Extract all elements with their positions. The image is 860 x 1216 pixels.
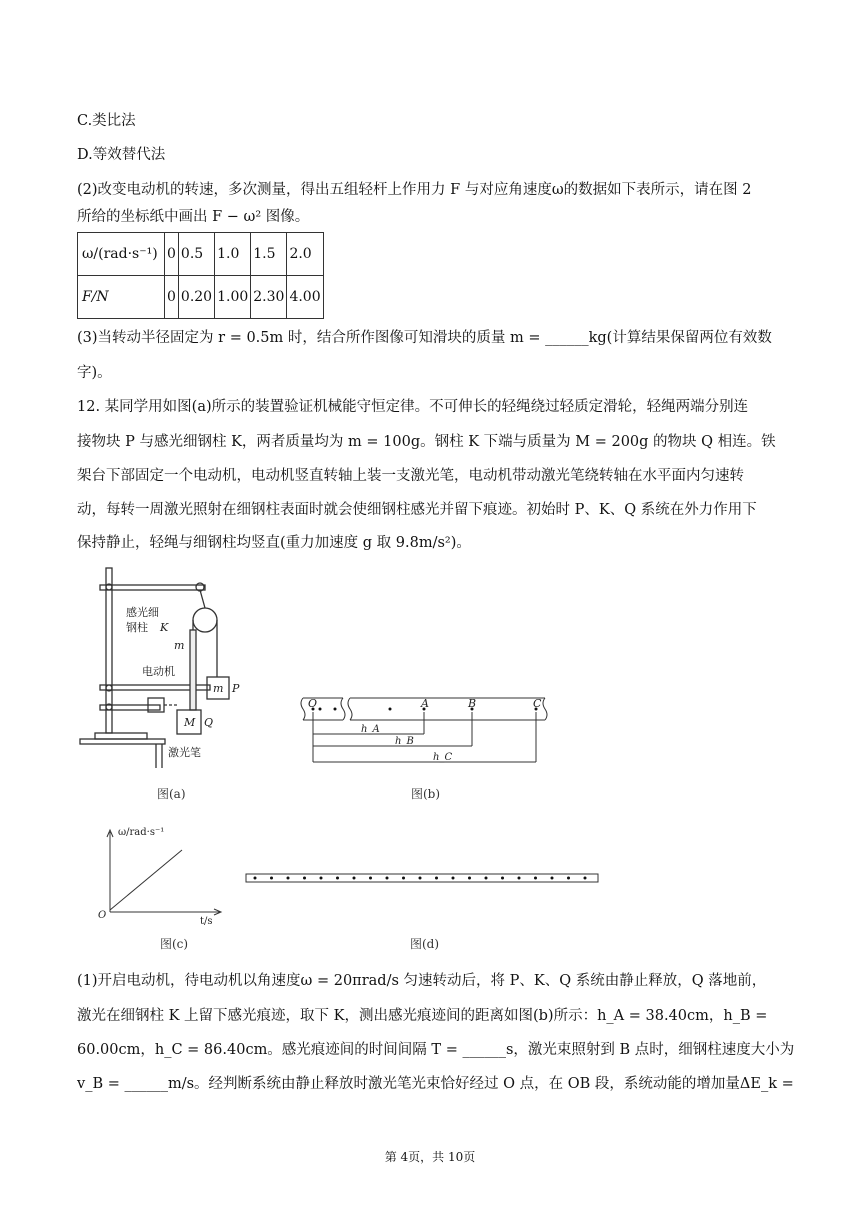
trace-dot — [485, 877, 488, 880]
origin-label: O — [98, 910, 107, 921]
table-cell: 1.0 — [215, 233, 251, 276]
figure-a-label: Q — [204, 716, 214, 729]
table-cell: F/N — [78, 276, 165, 319]
question-12-line-3: 架台下部固定一个电动机，电动机竖直转轴上装一支激光笔，电动机带动激光笔绕转轴在水平面内匀速转 — [77, 468, 744, 484]
trace-dot — [452, 877, 455, 880]
question-part-2: (2)改变电动机的转速，多次测量，得出五组轻杆上作用力 F 与对应角速度ω的数据如下表所示，请在图 2 — [77, 182, 752, 198]
dimension-label: h_C — [433, 752, 453, 763]
figure-a-label: 感光细 — [126, 606, 159, 619]
figure-a-label: K — [160, 621, 169, 634]
table-cell: 2.0 — [287, 233, 323, 276]
point-label: B — [468, 697, 477, 710]
point-label: C — [533, 697, 542, 710]
table-cell: 2.30 — [251, 276, 287, 319]
table-cell: 0 — [165, 233, 179, 276]
trace-dot — [534, 877, 537, 880]
question-12-line-1: 12. 某同学用如图(a)所示的装置验证机械能守恒定律。不可伸长的轻绳绕过轻质定滑轮，轻绳两端分别连 — [77, 399, 749, 415]
table-cell: ω/(rad·s⁻¹) — [78, 233, 165, 276]
trace-dot — [468, 877, 471, 880]
table-cell: 0 — [165, 276, 179, 319]
figure-c-graph — [90, 822, 240, 927]
figure-a-label: 电动机 — [142, 665, 175, 678]
figure-b-caption: 图(b) — [411, 787, 441, 801]
table-cell: 1.5 — [251, 233, 287, 276]
subquestion-1-line-1: (1)开启电动机，待电动机以角速度ω = 20πrad/s 匀速转动后，将 P、K、Q 系统由静止释放，Q 落地前， — [77, 973, 767, 989]
figure-a-label: m — [213, 682, 224, 695]
trace-dot — [386, 877, 389, 880]
table-cell: 0.5 — [178, 233, 214, 276]
figure-a-label: 钢柱 — [126, 621, 148, 634]
figure-a-label: M — [184, 716, 196, 729]
question-12-line-4: 动，每转一周激光照射在细钢柱表面时就会使细钢柱感光并留下痕迹。初始时 P、K、Q 系统在外力作用下 — [77, 502, 757, 518]
question-12-line-5: 保持静止，轻绳与细钢柱均竖直(重力加速度 g 取 9.8m/s²)。 — [77, 535, 471, 551]
subquestion-1-line-3: 60.00cm，h_C = 86.40cm。感光痕迹间的时间间隔 T = ______s，激光束照射到 B 点时，细钢柱速度大小为 — [77, 1042, 795, 1058]
table-cell: 1.00 — [215, 276, 251, 319]
trace-dot — [518, 877, 521, 880]
table-cell: 0.20 — [178, 276, 214, 319]
figure-a-apparatus — [70, 560, 270, 780]
trace-dot — [287, 877, 290, 880]
x-axis-label: t/s — [200, 916, 213, 927]
trace-dot — [353, 877, 356, 880]
subquestion-1-line-2: 激光在细钢柱 K 上留下感光痕迹，取下 K，测出感光痕迹间的距离如图(b)所示：h_A = 38.40cm，h_B = — [77, 1008, 768, 1024]
trace-dot — [419, 877, 422, 880]
trace-dot — [254, 877, 257, 880]
question-part-3: (3)当转动半径固定为 r = 0.5m 时，结合所作图像可知滑块的质量 m = ______kg(计算结果保留两位有效数 — [77, 330, 772, 346]
table-row — [78, 276, 324, 319]
trace-dot — [320, 877, 323, 880]
point-label: O — [308, 697, 318, 710]
option-d: D.等效替代法 — [77, 147, 166, 163]
page-footer: 第 4页，共 10页 — [384, 1150, 476, 1164]
option-c: C.类比法 — [77, 113, 136, 129]
figure-a-label: P — [232, 682, 240, 695]
figure-d-rod — [245, 870, 605, 886]
figure-a-label: m — [174, 639, 185, 652]
table-row — [78, 233, 324, 276]
dimension-label: h_B — [395, 736, 414, 747]
dimension-label: h_A — [361, 724, 380, 735]
trace-dot — [551, 877, 554, 880]
data-table — [77, 232, 324, 319]
trace-dot — [402, 877, 405, 880]
trace-dot — [435, 877, 438, 880]
trace-dot — [336, 877, 339, 880]
trace-dot — [584, 877, 587, 880]
trace-dot — [303, 877, 306, 880]
figure-c-caption: 图(c) — [160, 937, 189, 951]
trace-dot — [567, 877, 570, 880]
figure-a-caption: 图(a) — [157, 787, 186, 801]
question-part-2-cont: 所给的坐标纸中画出 F − ω² 图像。 — [77, 209, 310, 225]
y-axis-label: ω/rad·s⁻¹ — [118, 827, 165, 838]
point-label: A — [421, 697, 429, 710]
question-12-line-2: 接物块 P 与感光细钢柱 K，两者质量均为 m = 100g。钢柱 K 下端与质量为 M = 200g 的物块 Q 相连。铁 — [77, 434, 776, 450]
trace-dot — [369, 877, 372, 880]
figure-b-rod — [295, 690, 555, 775]
figure-a-label: 激光笔 — [168, 746, 201, 759]
trace-dot — [501, 877, 504, 880]
question-part-3-cont: 字)。 — [77, 365, 112, 381]
trace-dot — [270, 877, 273, 880]
figure-d-caption: 图(d) — [410, 937, 440, 951]
subquestion-1-line-4: v_B = ______m/s。经判断系统由静止释放时激光笔光束恰好经过 O 点，在 OB 段，系统动能的增加量ΔE_k = — [77, 1076, 794, 1092]
table-cell: 4.00 — [287, 276, 323, 319]
